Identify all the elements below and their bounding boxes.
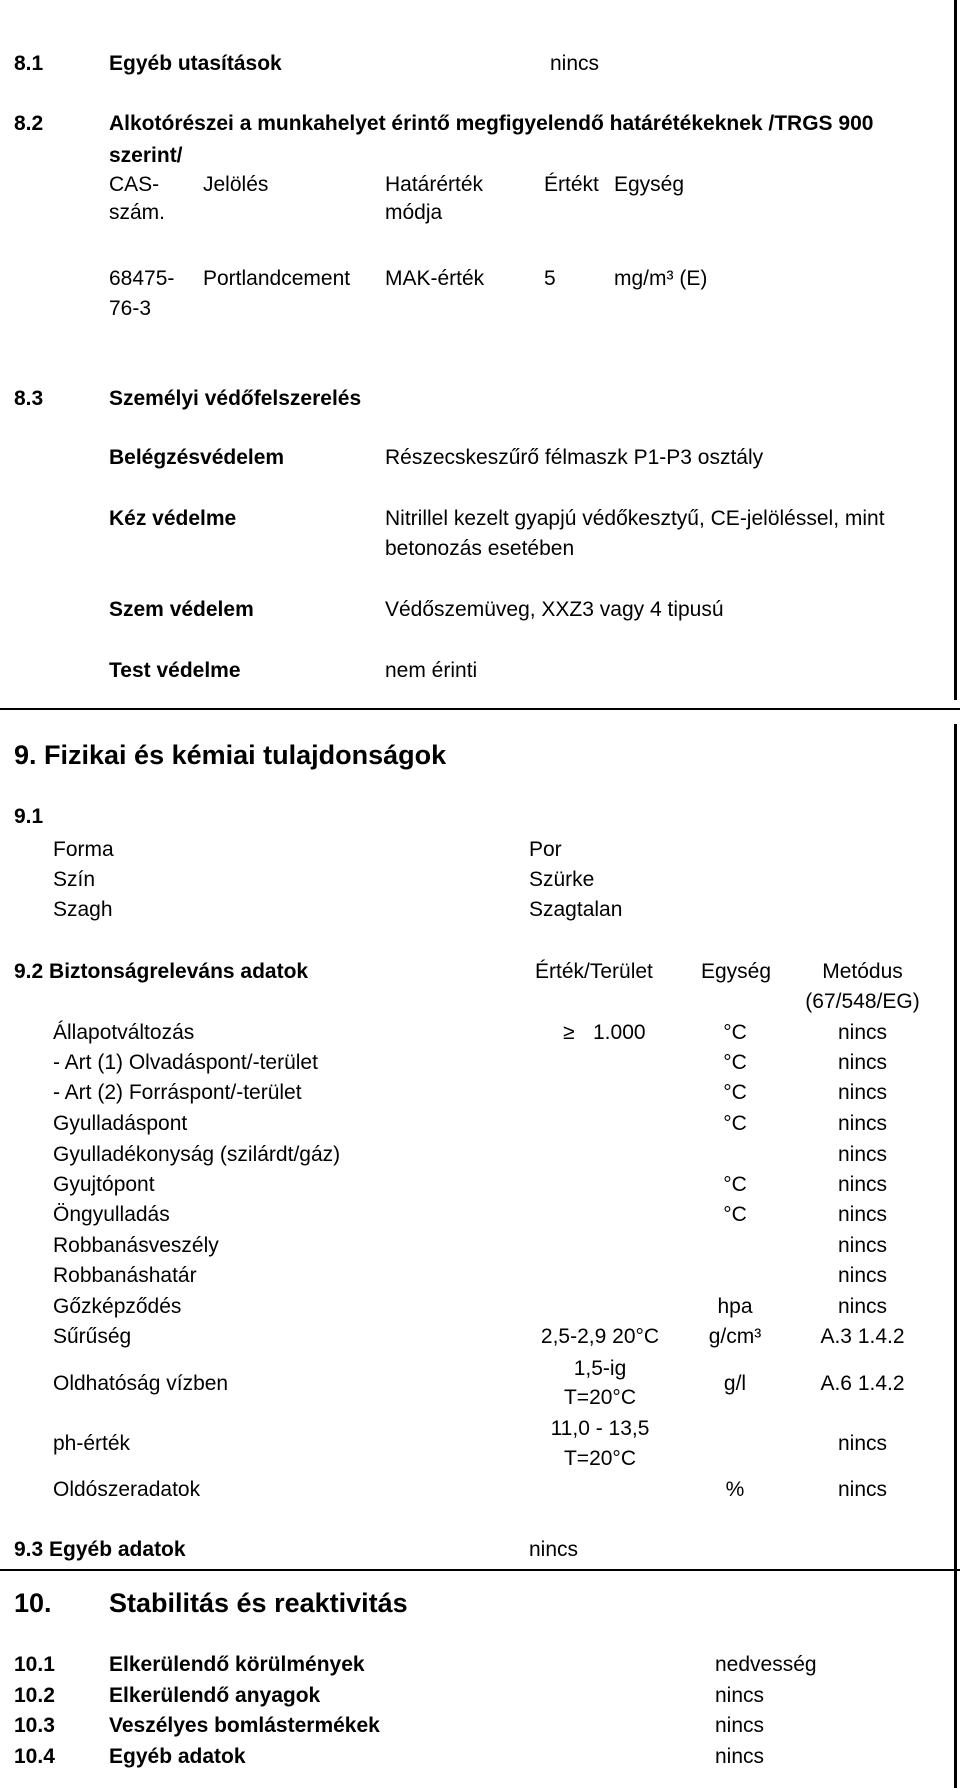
- row-label: ph-érték: [53, 1432, 131, 1455]
- row-method: nincs: [837, 1143, 888, 1166]
- property-value: Szürke: [529, 868, 595, 891]
- section-9-1-number: 9.1: [14, 805, 44, 828]
- row-label: Öngyulladás: [53, 1203, 170, 1226]
- row-unit: °C: [723, 1051, 747, 1074]
- row-value-cont: T=20°C: [563, 1386, 636, 1409]
- section-10-heading: Stabilitás és reaktivitás: [109, 1588, 408, 1618]
- row-limit-type: MAK-érték: [385, 267, 485, 290]
- row-unit: °C: [723, 1081, 747, 1104]
- section-8-2-title: Alkotórészei a munkahelyet érintő megfigyelendő határétékeknek /TRGS 900: [109, 112, 874, 135]
- col-header-method: Metódus: [822, 960, 903, 983]
- property-label: Szín: [53, 868, 96, 891]
- row-value: 1,5-ig: [573, 1357, 627, 1380]
- row-method: nincs: [837, 1203, 888, 1226]
- greater-equal-icon: ≥: [563, 1021, 575, 1044]
- row-method: nincs: [837, 1295, 888, 1318]
- row-unit: mg/m³ (E): [614, 267, 708, 290]
- right-border-line: [954, 0, 957, 700]
- header-limit-type: Határérték: [385, 173, 484, 196]
- row-unit: °C: [723, 1173, 747, 1196]
- section-9-3-title: 9.3 Egyéb adatok: [14, 1538, 186, 1561]
- row-unit: °C: [723, 1112, 747, 1135]
- item-number: 10.1: [14, 1653, 55, 1676]
- col-header-method-cont: (67/548/EG): [805, 990, 920, 1013]
- header-unit: Egység: [614, 173, 685, 196]
- row-label: Gyulladékonyság (szilárdt/gáz): [53, 1143, 341, 1166]
- row-label: - Art (1) Olvadáspont/-terület: [53, 1051, 318, 1074]
- row-value: 2,5-2,9 20°C: [540, 1325, 660, 1348]
- section-8-1-value: nincs: [550, 52, 600, 75]
- section-8-1-title: Egyéb utasítások: [109, 52, 282, 75]
- ppe-value: Védőszemüveg, XXZ3 vagy 4 tipusú: [385, 598, 724, 621]
- row-unit: g/cm³: [708, 1325, 762, 1348]
- item-label: Elkerülendő körülmények: [109, 1653, 365, 1676]
- row-value: 5: [544, 267, 556, 290]
- row-method: nincs: [837, 1264, 888, 1287]
- section-8-3-number: 8.3: [14, 387, 44, 410]
- item-value: nincs: [715, 1745, 765, 1768]
- row-method: nincs: [837, 1021, 888, 1044]
- row-value: 1.000: [593, 1021, 646, 1044]
- property-value: Szagtalan: [529, 898, 623, 921]
- item-number: 10.2: [14, 1684, 55, 1707]
- row-label: - Art (2) Forráspont/-terület: [53, 1081, 302, 1104]
- row-method: A.6 1.4.2: [820, 1372, 905, 1395]
- right-border-line: [954, 724, 957, 1788]
- row-label: Gyujtópont: [53, 1173, 155, 1196]
- row-method: nincs: [837, 1173, 888, 1196]
- header-cas-cont: szám.: [109, 201, 166, 224]
- section-8-3-title: Személyi védőfelszerelés: [109, 387, 362, 410]
- row-method: nincs: [837, 1234, 888, 1257]
- header-name: Jelölés: [203, 173, 269, 196]
- row-unit: %: [725, 1478, 745, 1501]
- ppe-label: Szem védelem: [109, 598, 254, 621]
- item-value: nincs: [715, 1684, 765, 1707]
- row-method: nincs: [837, 1432, 888, 1455]
- row-unit: °C: [723, 1203, 747, 1226]
- row-label: Gyulladáspont: [53, 1112, 188, 1135]
- header-value: Értékt: [544, 173, 599, 196]
- section-9-heading: 9. Fizikai és kémiai tulajdonságok: [14, 740, 447, 770]
- row-name: Portlandcement: [203, 267, 351, 290]
- row-method: nincs: [837, 1478, 888, 1501]
- item-label: Elkerülendő anyagok: [109, 1684, 321, 1707]
- ppe-label: Test védelme: [109, 659, 241, 682]
- row-label: Állapotváltozás: [53, 1021, 195, 1044]
- row-label: Gőzképződés: [53, 1295, 182, 1318]
- section-8-1-number: 8.1: [14, 52, 44, 75]
- item-label: Egyéb adatok: [109, 1745, 246, 1768]
- ppe-value-cont: betonozás esetében: [385, 537, 575, 560]
- row-label: Robbanáshatár: [53, 1264, 197, 1287]
- row-unit: °C: [723, 1021, 747, 1044]
- section-9-2-title: 9.2 Biztonságreleváns adatok: [14, 960, 309, 983]
- header-limit-type-cont: módja: [385, 201, 443, 224]
- col-header-unit: Egység: [701, 960, 772, 983]
- property-label: Szagh: [53, 898, 113, 921]
- row-value: 11,0 - 13,5: [550, 1417, 650, 1440]
- row-label: Oldhatóság vízben: [53, 1372, 229, 1395]
- row-method: nincs: [837, 1051, 888, 1074]
- ppe-value: Nitrillel kezelt gyapjú védőkesztyű, CE-jelöléssel, mint: [385, 507, 885, 530]
- row-label: Oldószeradatok: [53, 1478, 201, 1501]
- row-label: Robbanásveszély: [53, 1234, 219, 1257]
- item-value: nedvesség: [715, 1653, 817, 1676]
- ppe-value: Részecskeszűrő félmaszk P1-P3 osztály: [385, 446, 764, 469]
- row-method: A.3 1.4.2: [820, 1325, 905, 1348]
- item-value: nincs: [715, 1714, 765, 1737]
- row-label: Sűrűség: [53, 1325, 132, 1348]
- section-8-2-title-cont: szerint/: [109, 144, 183, 167]
- row-method: nincs: [837, 1081, 888, 1104]
- section-divider: [0, 708, 960, 710]
- row-cas: 68475-: [109, 267, 175, 290]
- section-10-number: 10.: [14, 1588, 52, 1618]
- section-divider: [0, 1569, 960, 1571]
- col-header-value: Érték/Terület: [535, 960, 653, 983]
- section-8-2-number: 8.2: [14, 112, 44, 135]
- section-9-3-value: nincs: [529, 1538, 579, 1561]
- item-number: 10.3: [14, 1714, 55, 1737]
- row-unit: hpa: [717, 1295, 753, 1318]
- row-value-cont: T=20°C: [563, 1447, 636, 1470]
- header-cas: CAS-: [109, 173, 160, 196]
- item-number: 10.4: [14, 1745, 55, 1768]
- ppe-value: nem érinti: [385, 659, 478, 682]
- property-value: Por: [529, 838, 562, 861]
- ppe-label: Kéz védelme: [109, 507, 237, 530]
- row-unit: g/l: [723, 1372, 747, 1395]
- row-method: nincs: [837, 1112, 888, 1135]
- item-label: Veszélyes bomlástermékek: [109, 1714, 380, 1737]
- property-label: Forma: [53, 838, 114, 861]
- row-cas-cont: 76-3: [109, 297, 152, 320]
- ppe-label: Belégzésvédelem: [109, 446, 285, 469]
